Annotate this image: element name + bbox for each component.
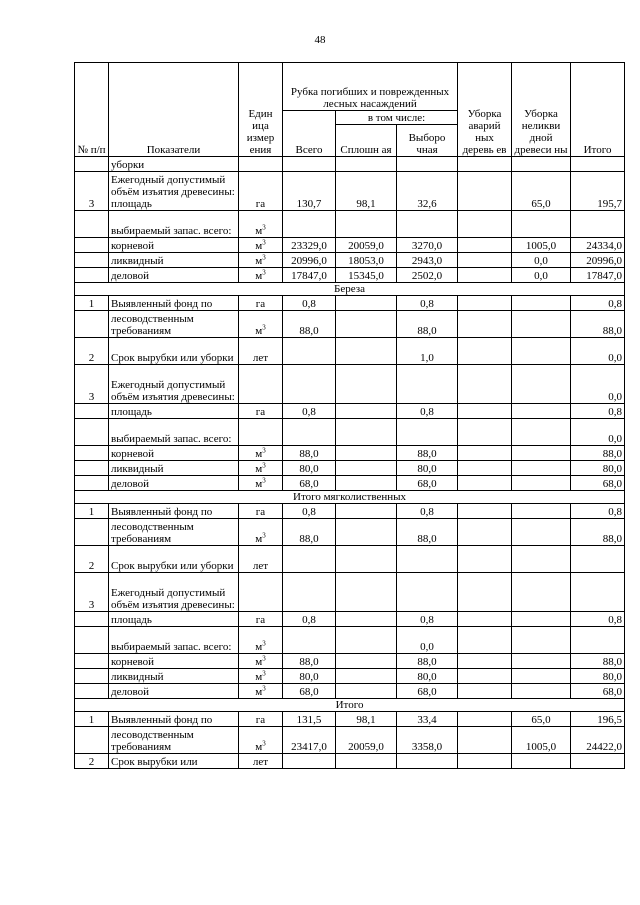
row-unit: $м^3$ — [239, 519, 283, 546]
header-selective: Выборо чная — [397, 125, 458, 157]
row-label: площадь — [109, 612, 239, 627]
section-title: Итого мягколиственных — [75, 491, 625, 504]
row-number — [75, 404, 109, 419]
page-number: 48 — [314, 34, 326, 46]
row-illiquid — [512, 476, 571, 491]
row-label: Выявленный фонд по — [109, 504, 239, 519]
row-total — [283, 419, 336, 446]
row-selective: 0,8 — [397, 296, 458, 311]
row-total: 80,0 — [283, 461, 336, 476]
row-emergency — [458, 365, 512, 404]
row-selective — [397, 546, 458, 573]
row-emergency — [458, 253, 512, 268]
row-unit: лет — [239, 338, 283, 365]
row-selective: 68,0 — [397, 476, 458, 491]
row-unit: $м^3$ — [239, 253, 283, 268]
row-sum: 0,8 — [571, 296, 625, 311]
table-row — [75, 461, 625, 476]
row-solid — [336, 627, 397, 654]
row-illiquid — [512, 419, 571, 446]
table-row — [75, 684, 625, 699]
header-unit: Един ица измер ения — [239, 63, 283, 157]
row-illiquid: 1005,0 — [512, 238, 571, 253]
row-unit — [239, 573, 283, 612]
table-row — [75, 712, 625, 727]
row-total: 131,5 — [283, 712, 336, 727]
row-total: 80,0 — [283, 669, 336, 684]
row-label: деловой — [109, 684, 239, 699]
row-selective: 88,0 — [397, 446, 458, 461]
section-title: Итого — [75, 699, 625, 712]
row-label: Ежегодный допустимый объём изъятия древесины: — [109, 365, 239, 404]
row-emergency — [458, 546, 512, 573]
row-number — [75, 419, 109, 446]
row-emergency — [458, 419, 512, 446]
row-unit: га — [239, 504, 283, 519]
table-row — [75, 365, 625, 404]
row-selective — [397, 754, 458, 769]
table-row — [75, 157, 625, 172]
row-solid: 98,1 — [336, 172, 397, 211]
table-row — [75, 172, 625, 211]
table-row — [75, 296, 625, 311]
row-label: Срок вырубки или уборки — [109, 338, 239, 365]
header-including: в том числе: — [336, 111, 458, 125]
row-sum: 88,0 — [571, 519, 625, 546]
row-selective: 32,6 — [397, 172, 458, 211]
row-unit: $м^3$ — [239, 727, 283, 754]
row-label: Выявленный фонд по — [109, 296, 239, 311]
row-solid — [336, 461, 397, 476]
row-emergency — [458, 684, 512, 699]
row-label: корневой — [109, 654, 239, 669]
row-unit: $м^3$ — [239, 476, 283, 491]
row-label: Ежегодный допустимый объём изъятия древесины: площадь — [109, 172, 239, 211]
row-unit: $м^3$ — [239, 238, 283, 253]
row-emergency — [458, 404, 512, 419]
row-emergency — [458, 654, 512, 669]
row-sum: 80,0 — [571, 669, 625, 684]
row-label: уборки — [109, 157, 239, 172]
row-sum: 0,0 — [571, 419, 625, 446]
row-unit: $м^3$ — [239, 684, 283, 699]
header-cutting-group: Рубка погибших и поврежденных лесных насаждений — [283, 63, 458, 111]
row-sum: 88,0 — [571, 446, 625, 461]
row-unit: лет — [239, 546, 283, 573]
table-row — [75, 519, 625, 546]
row-label: корневой — [109, 446, 239, 461]
row-illiquid — [512, 654, 571, 669]
row-sum — [571, 754, 625, 769]
row-sum: 0,8 — [571, 404, 625, 419]
row-solid — [336, 546, 397, 573]
row-number — [75, 654, 109, 669]
table-row — [75, 476, 625, 491]
row-solid — [336, 504, 397, 519]
row-label: ликвидный — [109, 253, 239, 268]
table-row — [75, 546, 625, 573]
row-selective — [397, 365, 458, 404]
row-emergency — [458, 573, 512, 612]
row-total: 88,0 — [283, 654, 336, 669]
row-emergency — [458, 446, 512, 461]
row-solid — [336, 446, 397, 461]
row-number: 2 — [75, 754, 109, 769]
row-selective: 80,0 — [397, 669, 458, 684]
row-illiquid — [512, 311, 571, 338]
row-total: 130,7 — [283, 172, 336, 211]
row-solid — [336, 476, 397, 491]
table-row — [75, 211, 625, 238]
row-emergency — [458, 238, 512, 253]
row-unit: $м^3$ — [239, 268, 283, 283]
row-total — [283, 338, 336, 365]
row-number — [75, 612, 109, 627]
row-emergency — [458, 211, 512, 238]
row-solid — [336, 296, 397, 311]
table-row — [75, 504, 625, 519]
row-emergency — [458, 612, 512, 627]
row-illiquid — [512, 504, 571, 519]
row-number — [75, 211, 109, 238]
row-illiquid: 0,0 — [512, 268, 571, 283]
row-number: 1 — [75, 712, 109, 727]
header-num: № п/п — [75, 63, 109, 157]
row-number — [75, 461, 109, 476]
row-illiquid — [512, 573, 571, 612]
row-emergency — [458, 157, 512, 172]
row-illiquid — [512, 754, 571, 769]
row-solid — [336, 338, 397, 365]
row-label: деловой — [109, 476, 239, 491]
header-indicator: Показатели — [109, 63, 239, 157]
row-solid: 15345,0 — [336, 268, 397, 283]
row-number: 1 — [75, 504, 109, 519]
row-total: 0,8 — [283, 612, 336, 627]
row-emergency — [458, 476, 512, 491]
row-total — [283, 157, 336, 172]
row-number — [75, 519, 109, 546]
row-illiquid — [512, 404, 571, 419]
row-label: Срок вырубки или — [109, 754, 239, 769]
row-selective: 0,0 — [397, 627, 458, 654]
row-total — [283, 546, 336, 573]
row-selective: 3358,0 — [397, 727, 458, 754]
row-selective — [397, 211, 458, 238]
header-sum: Итого — [571, 63, 625, 157]
row-illiquid — [512, 365, 571, 404]
row-emergency — [458, 338, 512, 365]
row-unit: $м^3$ — [239, 461, 283, 476]
row-unit — [239, 157, 283, 172]
row-total: 20996,0 — [283, 253, 336, 268]
row-illiquid — [512, 684, 571, 699]
row-selective: 0,8 — [397, 504, 458, 519]
row-solid — [336, 419, 397, 446]
row-total — [283, 573, 336, 612]
row-number — [75, 253, 109, 268]
row-total: 23329,0 — [283, 238, 336, 253]
row-solid — [336, 669, 397, 684]
row-illiquid: 1005,0 — [512, 727, 571, 754]
row-solid: 20059,0 — [336, 727, 397, 754]
row-emergency — [458, 627, 512, 654]
table-row — [75, 654, 625, 669]
row-illiquid — [512, 211, 571, 238]
row-label: лесоводственным требованиям — [109, 311, 239, 338]
row-illiquid: 0,0 — [512, 253, 571, 268]
row-solid — [336, 365, 397, 404]
row-unit — [239, 419, 283, 446]
row-solid — [336, 684, 397, 699]
table-row — [75, 404, 625, 419]
row-unit: лет — [239, 754, 283, 769]
row-number — [75, 268, 109, 283]
row-selective — [397, 573, 458, 612]
row-emergency — [458, 311, 512, 338]
row-emergency — [458, 727, 512, 754]
row-label: выбираемый запас. всего: — [109, 627, 239, 654]
row-illiquid: 65,0 — [512, 172, 571, 211]
row-unit: га — [239, 296, 283, 311]
row-number: 2 — [75, 546, 109, 573]
row-label: выбираемый запас. всего: — [109, 419, 239, 446]
row-selective: 88,0 — [397, 654, 458, 669]
row-total: 23417,0 — [283, 727, 336, 754]
row-illiquid — [512, 519, 571, 546]
row-illiquid — [512, 338, 571, 365]
row-total: 88,0 — [283, 311, 336, 338]
table-row — [75, 311, 625, 338]
row-selective: 88,0 — [397, 311, 458, 338]
row-total — [283, 211, 336, 238]
row-emergency — [458, 669, 512, 684]
row-label: площадь — [109, 404, 239, 419]
row-illiquid: 65,0 — [512, 712, 571, 727]
row-total: 88,0 — [283, 519, 336, 546]
row-label: лесоводственным требованиям — [109, 519, 239, 546]
row-number — [75, 157, 109, 172]
row-sum: 196,5 — [571, 712, 625, 727]
table-body — [75, 157, 625, 769]
row-total — [283, 627, 336, 654]
header-total-cut: Всего — [283, 111, 336, 157]
row-sum: 17847,0 — [571, 268, 625, 283]
row-number — [75, 669, 109, 684]
row-sum: 0,0 — [571, 365, 625, 404]
row-sum — [571, 573, 625, 612]
section-row — [75, 491, 625, 504]
row-sum: 20996,0 — [571, 253, 625, 268]
row-number — [75, 727, 109, 754]
table-row — [75, 253, 625, 268]
row-solid — [336, 573, 397, 612]
table-row — [75, 612, 625, 627]
row-label: Срок вырубки или уборки — [109, 546, 239, 573]
row-selective: 88,0 — [397, 519, 458, 546]
table-row — [75, 627, 625, 654]
row-emergency — [458, 296, 512, 311]
table-row — [75, 446, 625, 461]
row-emergency — [458, 712, 512, 727]
row-sum — [571, 627, 625, 654]
row-selective — [397, 419, 458, 446]
row-solid — [336, 404, 397, 419]
row-total: 0,8 — [283, 296, 336, 311]
section-row — [75, 699, 625, 712]
row-sum: 88,0 — [571, 311, 625, 338]
row-solid — [336, 211, 397, 238]
row-selective: 80,0 — [397, 461, 458, 476]
row-number — [75, 684, 109, 699]
row-unit: $м^3$ — [239, 311, 283, 338]
forest-cutting-table — [74, 62, 625, 769]
row-solid — [336, 654, 397, 669]
row-illiquid — [512, 157, 571, 172]
row-selective: 2943,0 — [397, 253, 458, 268]
row-sum: 88,0 — [571, 654, 625, 669]
row-total: 17847,0 — [283, 268, 336, 283]
row-sum: 195,7 — [571, 172, 625, 211]
row-unit — [239, 365, 283, 404]
row-number — [75, 627, 109, 654]
row-number — [75, 238, 109, 253]
row-unit: $м^3$ — [239, 669, 283, 684]
row-number: 3 — [75, 573, 109, 612]
row-solid: 18053,0 — [336, 253, 397, 268]
table-row — [75, 268, 625, 283]
table-row — [75, 419, 625, 446]
row-number: 1 — [75, 296, 109, 311]
row-emergency — [458, 519, 512, 546]
section-row — [75, 283, 625, 296]
row-sum: 68,0 — [571, 684, 625, 699]
row-emergency — [458, 461, 512, 476]
row-total: 68,0 — [283, 684, 336, 699]
row-selective: 3270,0 — [397, 238, 458, 253]
row-label: Выявленный фонд по — [109, 712, 239, 727]
row-total — [283, 365, 336, 404]
row-number — [75, 311, 109, 338]
table-row — [75, 669, 625, 684]
table-row — [75, 727, 625, 754]
row-sum: 24422,0 — [571, 727, 625, 754]
row-emergency — [458, 504, 512, 519]
header-solid: Сплошн ая — [336, 125, 397, 157]
row-solid — [336, 754, 397, 769]
row-emergency — [458, 754, 512, 769]
row-number: 2 — [75, 338, 109, 365]
row-sum — [571, 157, 625, 172]
table-row — [75, 754, 625, 769]
row-solid — [336, 519, 397, 546]
row-number — [75, 446, 109, 461]
row-unit: га — [239, 404, 283, 419]
row-label: выбираемый запас. всего: — [109, 211, 239, 238]
row-label: корневой — [109, 238, 239, 253]
row-solid — [336, 157, 397, 172]
row-total: 88,0 — [283, 446, 336, 461]
table-row — [75, 573, 625, 612]
row-sum — [571, 211, 625, 238]
row-unit: га — [239, 712, 283, 727]
row-emergency — [458, 172, 512, 211]
row-label: ликвидный — [109, 669, 239, 684]
row-unit: га — [239, 172, 283, 211]
row-illiquid — [512, 461, 571, 476]
row-sum: 68,0 — [571, 476, 625, 491]
row-solid — [336, 612, 397, 627]
table-header — [75, 63, 625, 157]
row-total: 0,8 — [283, 504, 336, 519]
row-unit: $м^3$ — [239, 446, 283, 461]
row-sum: 80,0 — [571, 461, 625, 476]
row-selective: 68,0 — [397, 684, 458, 699]
row-selective — [397, 157, 458, 172]
row-selective: 33,4 — [397, 712, 458, 727]
row-sum: 24334,0 — [571, 238, 625, 253]
header-illiquid: Уборка неликви дной древеси ны — [512, 63, 571, 157]
row-illiquid — [512, 546, 571, 573]
row-selective: 0,8 — [397, 404, 458, 419]
row-solid — [336, 311, 397, 338]
row-label: деловой — [109, 268, 239, 283]
table-row — [75, 238, 625, 253]
row-total: 0,8 — [283, 404, 336, 419]
row-illiquid — [512, 446, 571, 461]
row-number: 3 — [75, 172, 109, 211]
row-unit: га — [239, 612, 283, 627]
row-illiquid — [512, 669, 571, 684]
row-illiquid — [512, 296, 571, 311]
row-selective: 2502,0 — [397, 268, 458, 283]
section-title: Береза — [75, 283, 625, 296]
row-solid: 98,1 — [336, 712, 397, 727]
row-selective: 1,0 — [397, 338, 458, 365]
row-sum: 0,0 — [571, 338, 625, 365]
row-sum — [571, 546, 625, 573]
row-label: ликвидный — [109, 461, 239, 476]
row-unit: $м^3$ — [239, 654, 283, 669]
row-number — [75, 476, 109, 491]
row-number: 3 — [75, 365, 109, 404]
row-unit: $м^3$ — [239, 627, 283, 654]
table-row — [75, 338, 625, 365]
row-sum: 0,8 — [571, 504, 625, 519]
row-solid: 20059,0 — [336, 238, 397, 253]
row-illiquid — [512, 612, 571, 627]
header-emergency: Уборка аварий ных деревь ев — [458, 63, 512, 157]
row-total: 68,0 — [283, 476, 336, 491]
row-label: лесоводственным требованиям — [109, 727, 239, 754]
row-label: Ежегодный допустимый объём изъятия древесины: — [109, 573, 239, 612]
row-emergency — [458, 268, 512, 283]
row-selective: 0,8 — [397, 612, 458, 627]
row-total — [283, 754, 336, 769]
row-unit: $м^3$ — [239, 211, 283, 238]
row-sum: 0,8 — [571, 612, 625, 627]
row-illiquid — [512, 627, 571, 654]
